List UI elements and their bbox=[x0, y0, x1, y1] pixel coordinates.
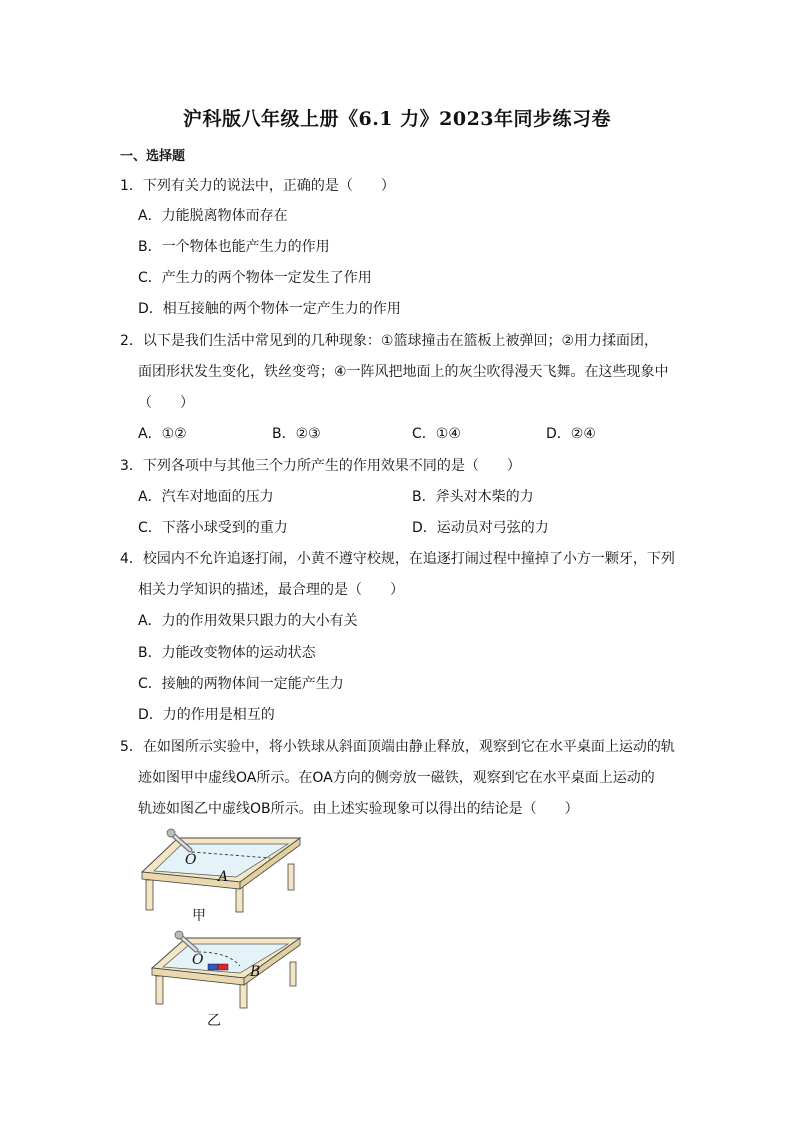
question-5-line-3: 轨迹如图乙中虚线OB所示。由上述实验现象可以得出的结论是（ ） bbox=[138, 801, 579, 817]
question-5-line-2: 迹如图甲中虚线OA所示。在OA方向的侧旁放一磁铁，观察到它在水平桌面上运动的 bbox=[138, 770, 655, 786]
question-1-option-c: C．产生力的两个物体一定发生了作用 bbox=[138, 270, 372, 286]
question-3-option-c: C．下落小球受到的重力 bbox=[138, 520, 288, 536]
question-4-option-c: C．接触的两物体间一定能产生力 bbox=[138, 676, 344, 692]
section-heading: 一、选择题 bbox=[120, 149, 186, 164]
question-2-option-c: C．①④ bbox=[412, 426, 461, 442]
question-2-line-2: 面团形状发生变化，铁丝变弯；④一阵风把地面上的灰尘吹得漫天飞舞。在这些现象中 bbox=[138, 364, 669, 380]
figure-jia-label: 甲 bbox=[192, 908, 206, 924]
question-2-option-a: A．①② bbox=[138, 426, 187, 442]
question-4-line-2: 相关力学知识的描述，最合理的是（ ） bbox=[138, 582, 404, 598]
question-1-option-a: A．力能脱离物体而存在 bbox=[138, 208, 288, 224]
figure-yi-label: 乙 bbox=[207, 1013, 221, 1029]
question-3-option-a: A．汽车对地面的压力 bbox=[138, 489, 274, 505]
figure-yi-point-b: B bbox=[250, 964, 261, 980]
question-3-option-d: D．运动员对弓弦的力 bbox=[412, 520, 549, 536]
question-1-option-b: B．一个物体也能产生力的作用 bbox=[138, 239, 330, 255]
question-3-option-b: B．斧头对木柴的力 bbox=[412, 489, 534, 505]
question-2-option-b: B．②③ bbox=[272, 426, 321, 442]
figure-yi-point-o: O bbox=[192, 952, 204, 968]
question-4-option-d: D．力的作用是相互的 bbox=[138, 707, 275, 723]
question-3-stem: 3．下列各项中与其他三个力所产生的作用效果不同的是（ ） bbox=[120, 458, 521, 474]
question-2-option-d: D．②④ bbox=[546, 426, 596, 442]
page-title: 沪科版八年级上册《6.1 力》2023年同步练习卷 bbox=[182, 108, 612, 130]
figure-yi bbox=[148, 930, 308, 1012]
figure-jia-point-o: O bbox=[185, 852, 197, 868]
question-1-stem: 1．下列有关力的说法中，正确的是（ ） bbox=[120, 178, 395, 194]
question-1-option-d: D．相互接触的两个物体一定产生力的作用 bbox=[138, 301, 401, 317]
figure-jia-point-a: A bbox=[218, 869, 229, 885]
question-4-option-a: A．力的作用效果只跟力的大小有关 bbox=[138, 613, 358, 629]
question-2-line-1: 2．以下是我们生活中常见到的几种现象：①篮球撞击在篮板上被弹回；②用力揉面团， bbox=[120, 333, 659, 349]
question-4-line-1: 4．校园内不允许追逐打闹，小黄不遵守校规，在追逐打闹过程中撞掉了小方一颗牙，下列 bbox=[120, 551, 675, 567]
question-5-line-1: 5．在如图所示实验中，将小铁球从斜面顶端由静止释放，观察到它在水平桌面上运动的轨 bbox=[120, 739, 675, 755]
question-4-option-b: B．力能改变物体的运动状态 bbox=[138, 645, 316, 661]
question-2-line-3: （ ） bbox=[138, 395, 194, 411]
